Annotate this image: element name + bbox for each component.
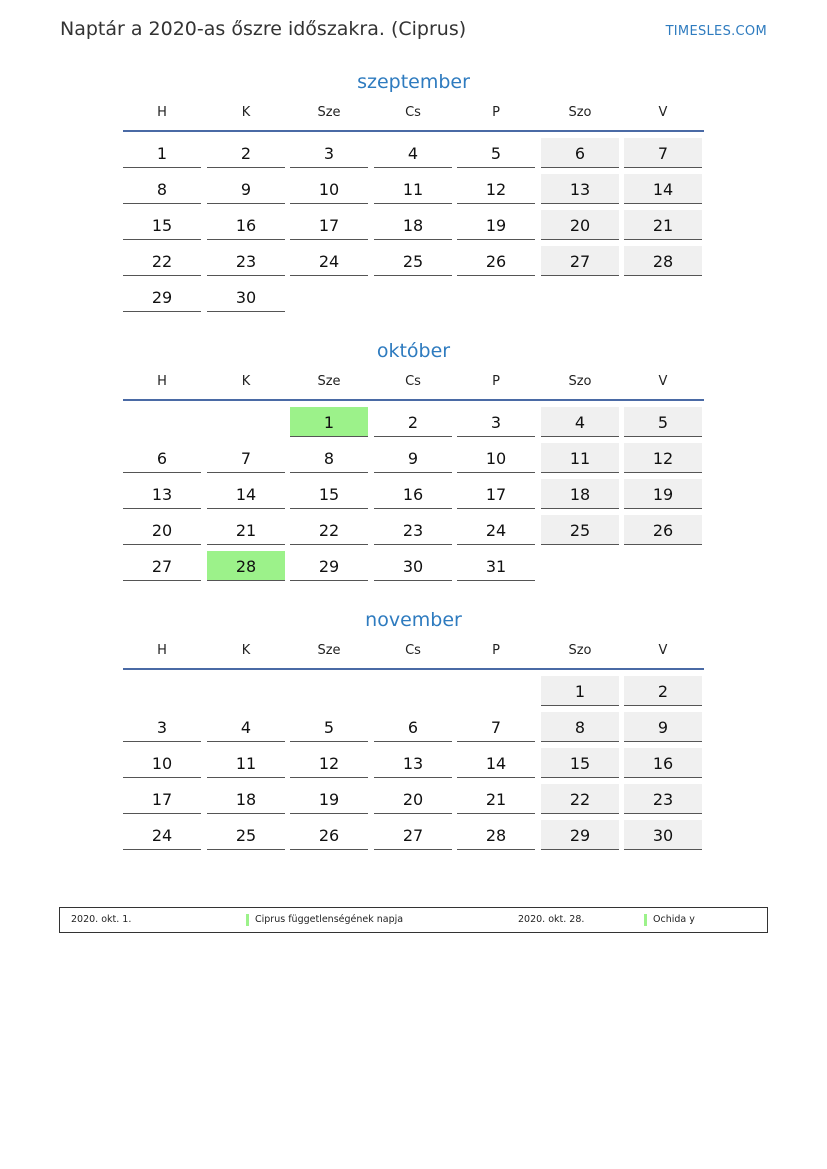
legend-color-swatch-1 <box>246 914 249 926</box>
day-cell: 8 <box>123 174 201 204</box>
weekday-label: V <box>658 374 668 389</box>
weekday-label: V <box>658 643 668 658</box>
day-cell: 20 <box>123 515 201 545</box>
day-cell: 9 <box>207 174 285 204</box>
day-cell: 23 <box>624 784 702 814</box>
weekday-label: K <box>241 105 251 120</box>
day-cell: 29 <box>123 282 201 312</box>
day-cell: 13 <box>374 748 452 778</box>
day-cell: 3 <box>123 712 201 742</box>
day-cell: 6 <box>374 712 452 742</box>
day-cell: 25 <box>541 515 619 545</box>
weekday-label: P <box>492 105 500 120</box>
day-cell: 10 <box>290 174 368 204</box>
day-cell: 26 <box>290 820 368 850</box>
day-cell: 17 <box>457 479 535 509</box>
day-cell: 1 <box>290 407 368 437</box>
weekday-label: K <box>241 374 251 389</box>
day-cell: 16 <box>374 479 452 509</box>
brand-link[interactable]: TIMESLES.COM <box>665 24 767 39</box>
weekday-label: Szo <box>568 374 592 389</box>
page-title: Naptár a 2020-as őszre időszakra. (Ciprus) <box>60 18 467 40</box>
day-cell: 9 <box>374 443 452 473</box>
weekday-label: V <box>658 105 668 120</box>
weekday-label: K <box>241 643 251 658</box>
day-cell: 7 <box>457 712 535 742</box>
month-title: szeptember <box>357 71 470 93</box>
day-cell: 14 <box>207 479 285 509</box>
day-cell: 20 <box>374 784 452 814</box>
weekday-label: Sze <box>317 643 341 658</box>
weekday-label: Sze <box>317 374 341 389</box>
weekday-label: Cs <box>405 374 421 389</box>
day-cell: 4 <box>541 407 619 437</box>
day-cell: 24 <box>123 820 201 850</box>
day-cell: 17 <box>290 210 368 240</box>
legend-color-swatch-2 <box>644 914 647 926</box>
holiday-legend <box>59 907 768 933</box>
day-cell: 28 <box>207 551 285 581</box>
day-cell: 3 <box>290 138 368 168</box>
month-2 <box>123 337 704 576</box>
day-cell: 15 <box>541 748 619 778</box>
day-cell: 13 <box>541 174 619 204</box>
day-cell: 19 <box>457 210 535 240</box>
day-cell: 26 <box>624 515 702 545</box>
day-cell: 5 <box>290 712 368 742</box>
day-cell: 20 <box>541 210 619 240</box>
weekday-header <box>123 640 704 670</box>
day-cell: 30 <box>374 551 452 581</box>
day-cell: 11 <box>541 443 619 473</box>
day-cell: 16 <box>207 210 285 240</box>
day-cell: 18 <box>374 210 452 240</box>
day-cell: 14 <box>457 748 535 778</box>
legend-name-2: Ochida y <box>653 914 695 925</box>
day-cell: 27 <box>123 551 201 581</box>
day-cell: 10 <box>457 443 535 473</box>
legend-name-1: Ciprus függetlenségének napja <box>255 914 404 925</box>
weekday-label: Cs <box>405 643 421 658</box>
day-cell: 8 <box>541 712 619 742</box>
weekday-label: P <box>492 643 500 658</box>
day-cell: 28 <box>624 246 702 276</box>
day-cell: 1 <box>123 138 201 168</box>
day-cell: 4 <box>374 138 452 168</box>
day-cell: 11 <box>207 748 285 778</box>
day-cell: 28 <box>457 820 535 850</box>
day-cell: 22 <box>123 246 201 276</box>
day-cell: 31 <box>457 551 535 581</box>
day-cell: 22 <box>541 784 619 814</box>
day-cell: 29 <box>541 820 619 850</box>
day-cell: 17 <box>123 784 201 814</box>
day-cell: 2 <box>374 407 452 437</box>
weekday-label: Sze <box>317 105 341 120</box>
day-cell: 12 <box>457 174 535 204</box>
day-cell: 3 <box>457 407 535 437</box>
day-cell: 29 <box>290 551 368 581</box>
legend-date-2: 2020. okt. 28. <box>518 914 585 925</box>
day-cell: 23 <box>374 515 452 545</box>
month-title: november <box>365 609 462 631</box>
day-cell: 2 <box>207 138 285 168</box>
day-cell: 5 <box>457 138 535 168</box>
day-cell: 15 <box>290 479 368 509</box>
day-cell: 15 <box>123 210 201 240</box>
day-cell: 8 <box>290 443 368 473</box>
weekday-label: H <box>157 105 167 120</box>
legend-date-1: 2020. okt. 1. <box>71 914 132 925</box>
day-cell: 12 <box>290 748 368 778</box>
month-title: október <box>376 340 451 362</box>
weekday-header <box>123 371 704 401</box>
day-cell: 4 <box>207 712 285 742</box>
day-cell: 7 <box>207 443 285 473</box>
weekday-label: H <box>157 374 167 389</box>
month-1 <box>123 68 704 307</box>
day-cell: 10 <box>123 748 201 778</box>
day-cell: 6 <box>123 443 201 473</box>
day-cell: 21 <box>457 784 535 814</box>
day-cell: 14 <box>624 174 702 204</box>
day-cell: 5 <box>624 407 702 437</box>
day-cell: 16 <box>624 748 702 778</box>
weekday-label: Szo <box>568 105 592 120</box>
day-cell: 25 <box>207 820 285 850</box>
day-cell: 11 <box>374 174 452 204</box>
day-cell: 19 <box>624 479 702 509</box>
day-cell: 21 <box>207 515 285 545</box>
day-cell: 21 <box>624 210 702 240</box>
day-cell: 13 <box>123 479 201 509</box>
day-cell: 26 <box>457 246 535 276</box>
weekday-label: Szo <box>568 643 592 658</box>
day-cell: 1 <box>541 676 619 706</box>
day-cell: 18 <box>207 784 285 814</box>
day-cell: 27 <box>374 820 452 850</box>
day-cell: 2 <box>624 676 702 706</box>
day-cell: 9 <box>624 712 702 742</box>
weekday-label: Cs <box>405 105 421 120</box>
day-cell: 30 <box>207 282 285 312</box>
weekday-header <box>123 102 704 132</box>
day-cell: 24 <box>457 515 535 545</box>
day-cell: 12 <box>624 443 702 473</box>
day-cell: 23 <box>207 246 285 276</box>
weekday-label: H <box>157 643 167 658</box>
day-cell: 19 <box>290 784 368 814</box>
day-cell: 27 <box>541 246 619 276</box>
day-cell: 25 <box>374 246 452 276</box>
day-cell: 7 <box>624 138 702 168</box>
day-cell: 18 <box>541 479 619 509</box>
day-cell: 22 <box>290 515 368 545</box>
month-3 <box>123 606 704 845</box>
weekday-label: P <box>492 374 500 389</box>
day-cell: 24 <box>290 246 368 276</box>
day-cell: 30 <box>624 820 702 850</box>
day-cell: 6 <box>541 138 619 168</box>
